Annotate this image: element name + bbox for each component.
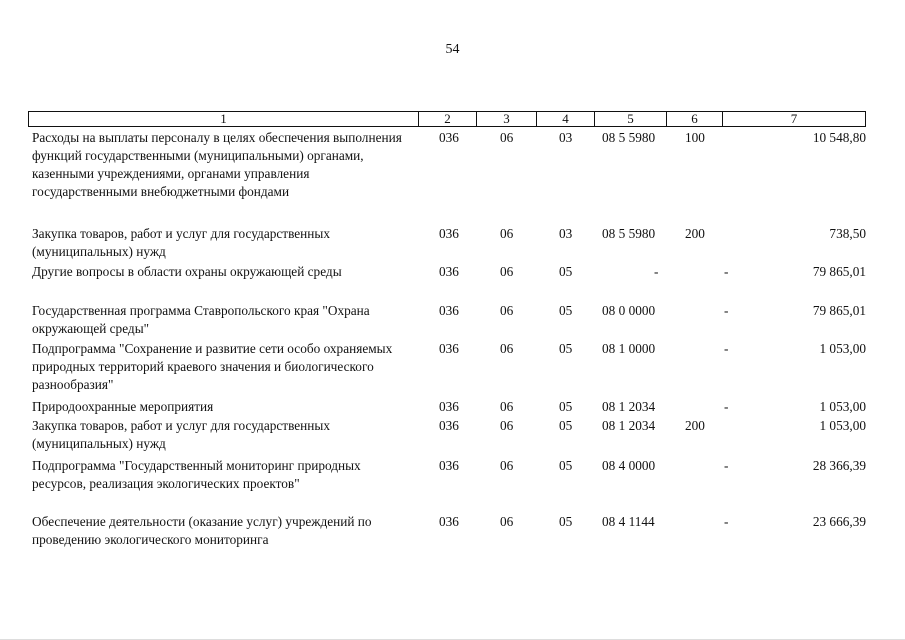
row-code-6: -: [724, 399, 729, 414]
table-header: [28, 111, 866, 127]
row-code-2: 036: [439, 341, 459, 356]
row-code-3: 06: [500, 264, 514, 279]
row-code-2: 036: [439, 418, 459, 433]
row-code-6: 200: [685, 418, 705, 433]
row-code-5: 08 1 0000: [602, 341, 656, 356]
row-code-3: 06: [500, 399, 514, 414]
row-name: Обеспечение деятельности (оказание услуг) учреждений по проведению экологического мониторинга: [32, 514, 372, 547]
header-col-2: 2: [419, 112, 477, 126]
header-col-4: 4: [537, 112, 595, 126]
row-code-2: 036: [439, 264, 459, 279]
row-code-4: 05: [559, 341, 573, 356]
row-code-6: -: [724, 341, 729, 356]
row-code-5: 08 4 0000: [602, 458, 656, 473]
row-code-5: 08 5 5980: [602, 226, 656, 241]
row-code-6: -: [724, 303, 729, 318]
row-code-2: 036: [439, 458, 459, 473]
row-code-5: 08 0 0000: [602, 303, 656, 318]
row-code-6: 200: [685, 226, 705, 241]
row-amount: 79 865,01: [812, 264, 866, 279]
row-code-2: 036: [439, 303, 459, 318]
row-code-4: 05: [559, 514, 573, 529]
row-amount: 1 053,00: [819, 341, 866, 356]
row-code-4: 05: [559, 458, 573, 473]
row-code-3: 06: [500, 418, 514, 433]
row-name: Другие вопросы в области охраны окружающей среды: [32, 264, 342, 279]
row-name: Государственная программа Ставропольского края "Охрана окружающей среды": [32, 303, 370, 336]
row-code-4: 05: [559, 399, 573, 414]
row-name: Подпрограмма "Государственный мониторинг природных ресурсов, реализация экологических проектов": [32, 458, 361, 491]
row-code-3: 06: [500, 226, 514, 241]
header-col-3: 3: [477, 112, 537, 126]
page-number: 54: [445, 42, 460, 57]
header-col-6: 6: [667, 112, 723, 126]
row-name: Природоохранные мероприятия: [32, 399, 214, 414]
row-amount: 1 053,00: [819, 399, 866, 414]
row-code-3: 06: [500, 514, 514, 529]
row-amount: 10 548,80: [812, 130, 866, 145]
row-name: Подпрограмма "Сохранение и развитие сети особо охраняемых природных территорий краевого значения и биологического разнообразия": [32, 341, 393, 392]
row-code-6: -: [724, 514, 729, 529]
row-code-5: 08 4 1144: [602, 514, 655, 529]
header-col-7: 7: [790, 111, 798, 126]
row-code-3: 06: [500, 341, 514, 356]
row-code-2: 036: [439, 226, 459, 241]
row-code-5: 08 1 2034: [602, 399, 656, 414]
row-code-5: 08 5 5980: [602, 130, 656, 145]
row-code-2: 036: [439, 130, 459, 145]
row-amount: 28 366,39: [812, 458, 866, 473]
row-code-5: 08 1 2034: [602, 418, 656, 433]
header-col-1: 1: [29, 112, 419, 126]
row-code-4: 03: [559, 226, 573, 241]
header-col-5: 5: [595, 112, 667, 126]
row-amount: 738,50: [829, 226, 866, 241]
row-amount: 1 053,00: [819, 418, 866, 433]
row-amount: 23 666,39: [812, 514, 866, 529]
row-code-3: 06: [500, 130, 514, 145]
row-code-2: 036: [439, 514, 459, 529]
row-name: Закупка товаров, работ и услуг для государственных (муниципальных) нужд: [32, 418, 330, 451]
row-code-3: 06: [500, 303, 514, 318]
row-amount: 79 865,01: [812, 303, 866, 318]
row-code-5: -: [654, 264, 659, 279]
row-name: Закупка товаров, работ и услуг для государственных (муниципальных) нужд: [32, 226, 330, 259]
row-code-6: -: [724, 264, 729, 279]
row-code-6: -: [724, 458, 729, 473]
row-code-3: 06: [500, 458, 514, 473]
row-code-4: 05: [559, 418, 573, 433]
row-code-4: 03: [559, 130, 573, 145]
row-code-2: 036: [439, 399, 459, 414]
row-code-6: 100: [685, 130, 705, 145]
row-code-4: 05: [559, 264, 573, 279]
row-name: Расходы на выплаты персоналу в целях обеспечения выполнения функций государственными (муниципальными) органами, казенными учреждениями, органами управления государственными внебюджетными фондами: [32, 130, 402, 199]
row-code-4: 05: [559, 303, 573, 318]
